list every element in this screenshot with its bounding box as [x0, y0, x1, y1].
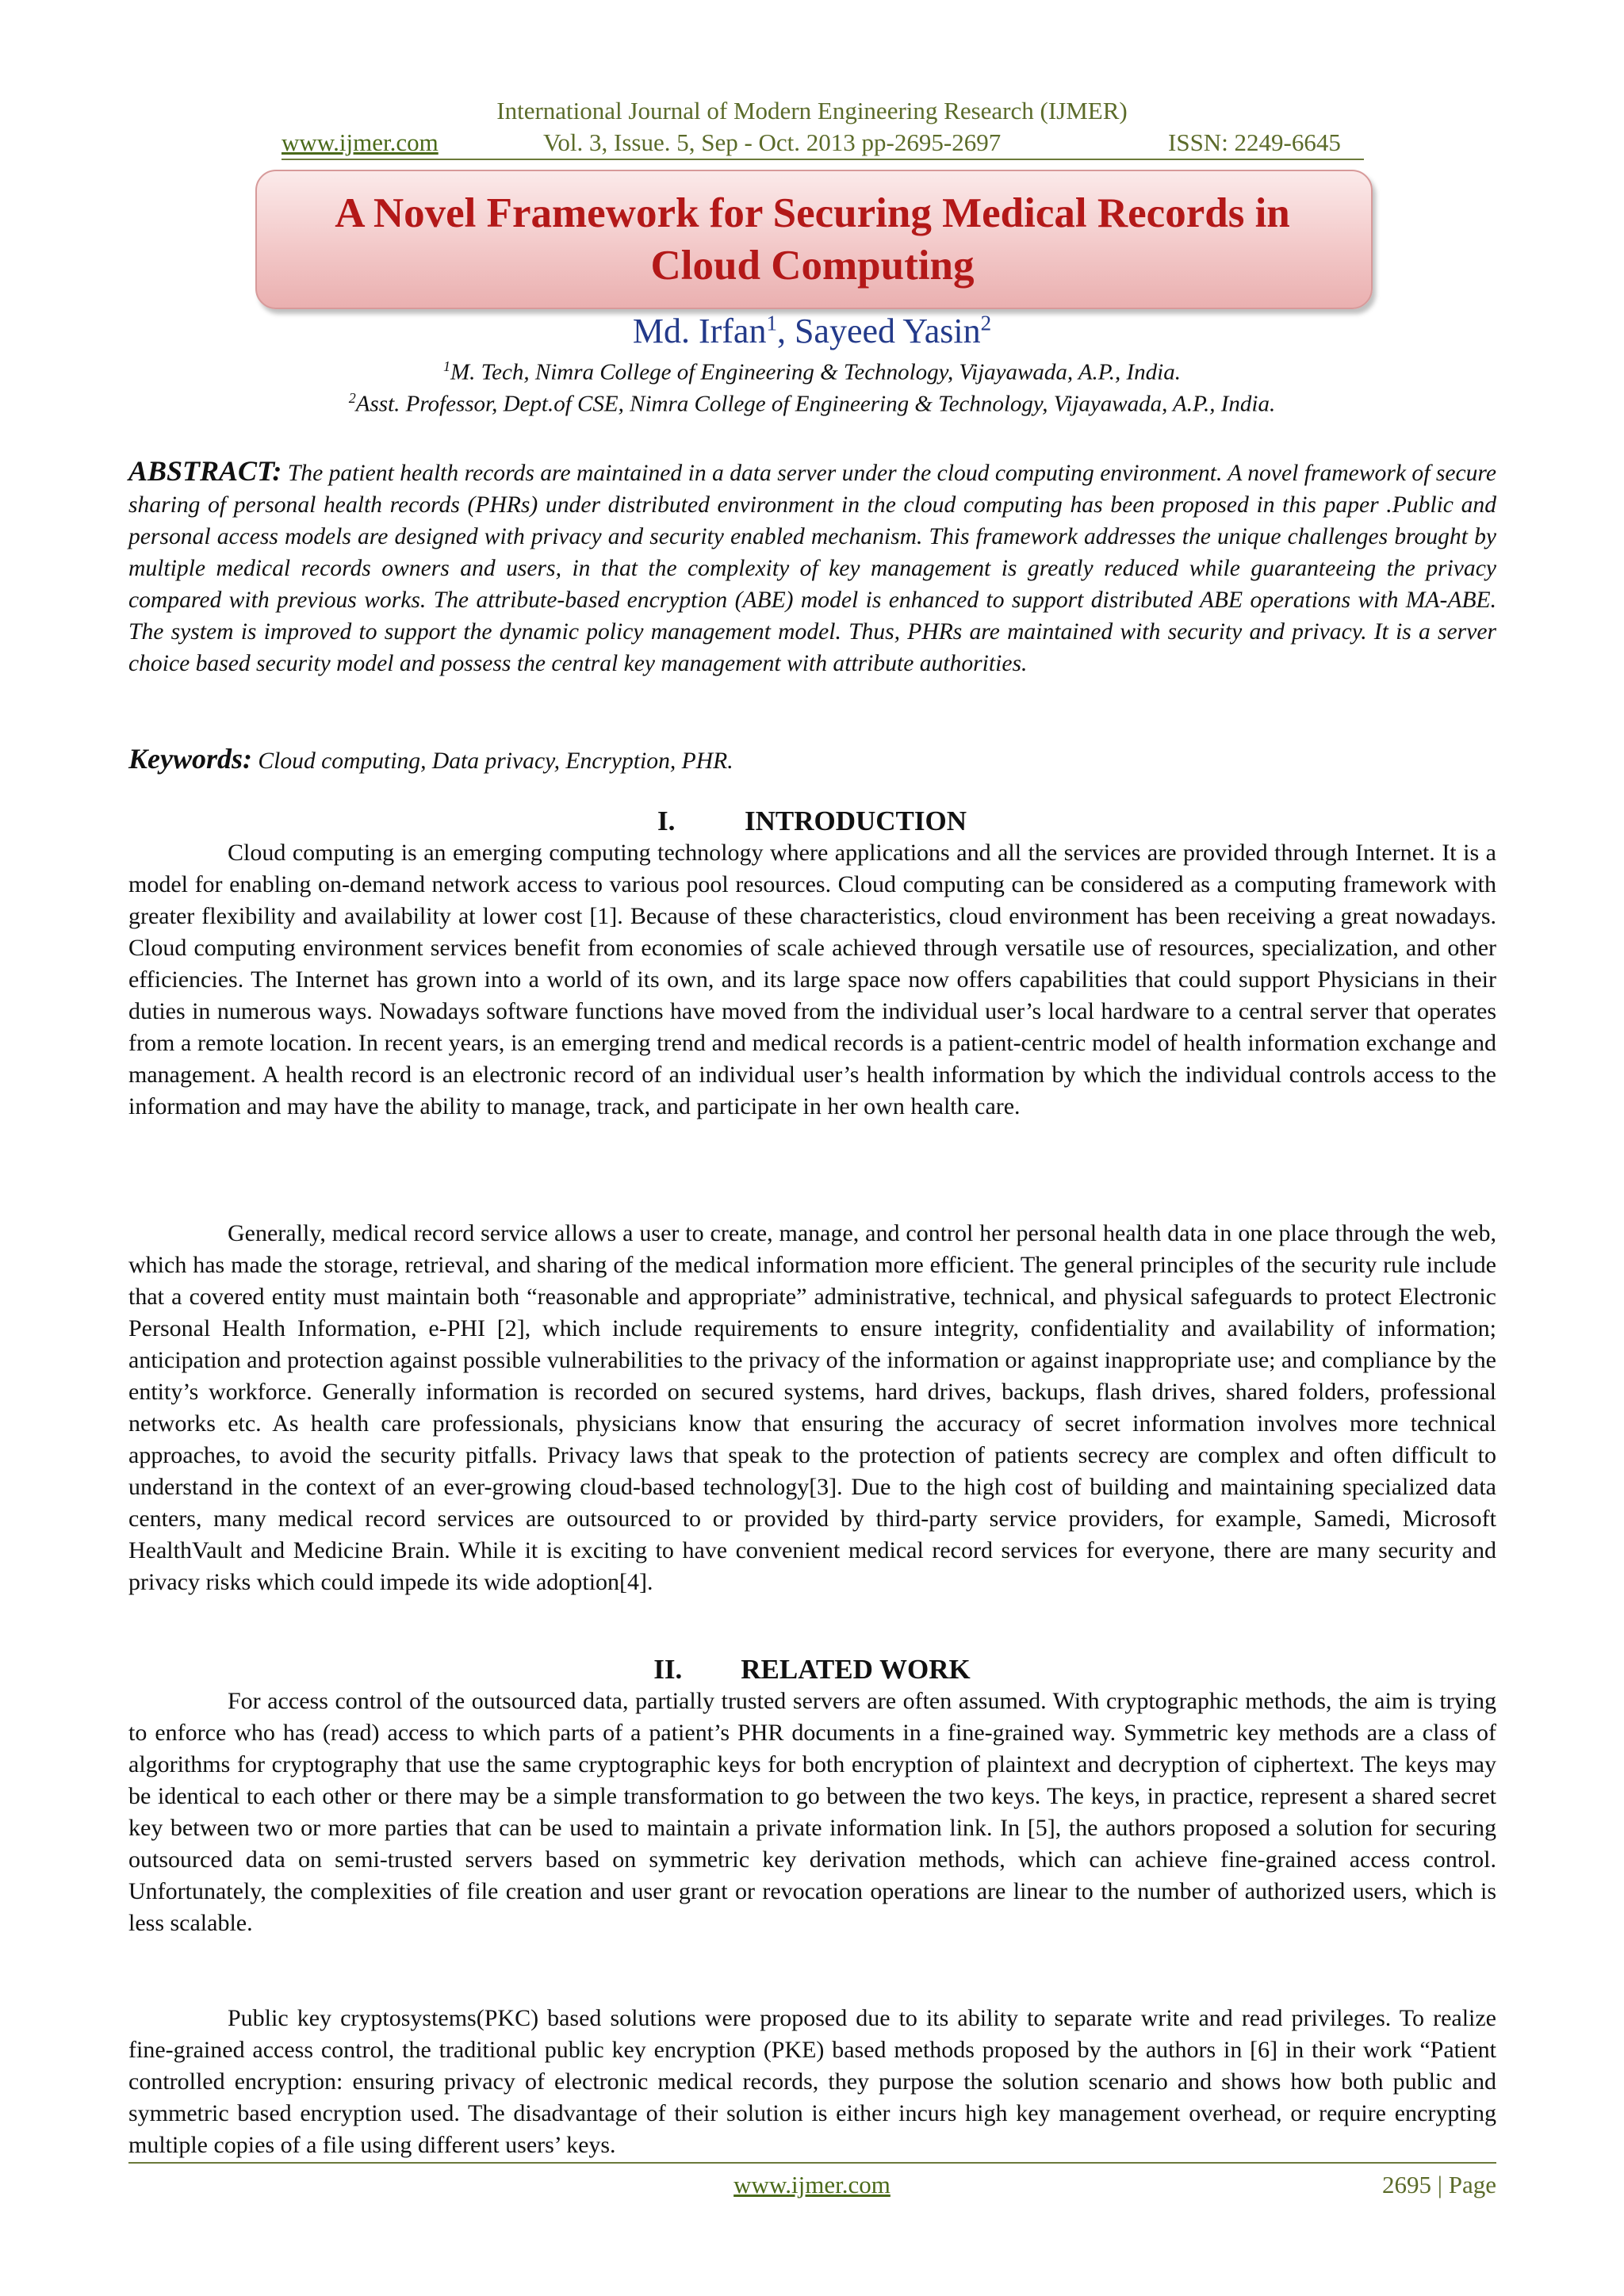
paper-title-line-2: Cloud Computing — [650, 243, 975, 289]
abstract — [128, 455, 1496, 679]
paragraph: Public key cryptosystems(PKC) based solutions were proposed due to its ability to separate write and read privileges. To realize fine-grained access control, the traditional public key encryption (PKE) based methods proposed by the authors in [6] in their work “Patient controlled encryption: ensuring privacy of electronic medical records, they purpose the solution scenario and shows how both public and symmetric based encryption used. The disadvantage of their solution is either incurs high key management overhead, or require encrypting multiple copies of a file using different users’ keys. — [128, 2005, 1496, 2158]
paragraph: For access control of the outsourced data, partially trusted servers are often assumed. With cryptographic methods, the aim is trying to enforce who has (read) access to which parts of a patient’s PHR documents in a fine-grained way. Symmetric key methods are a class of algorithms for cryptography that use the same cryptographic keys for both encryption of plaintext and decryption of ciphertext. The keys may be identical to each other or there may be a simple transformation to go between the two keys. The keys, in practice, represent a shared secret key between two or more parties that can be used to maintain a private information link. In [5], the authors proposed a solution for securing outsourced data on semi-trusted servers based on symmetric key derivation methods, which can achieve fine-grained access control. Unfortunately, the complexities of file creation and user grant or revocation operations are linear to the number of authorized users, which is less scalable. — [128, 1688, 1496, 1936]
paper-title — [255, 187, 1369, 292]
author-2-affil-mark: 2 — [980, 311, 992, 335]
abstract-label: ABSTRACT: — [128, 455, 282, 487]
author-2: Sayeed Yasin — [794, 312, 981, 350]
keywords-text: Cloud computing, Data privacy, Encryption, PHR. — [258, 748, 733, 774]
section-heading-introduction — [0, 806, 1624, 837]
section-title: RELATED WORK — [741, 1654, 971, 1685]
paragraph: Cloud computing is an emerging computing technology where applications and all the services are provided through Internet. It is a model for enabling on-demand network access to various pool resources. Cloud computing can be considered as a computing framework with greater flexibility and availability at lower cost [1]. Because of these characteristics, cloud environment has been receiving a great nowadays. Cloud computing environment services benefit from economies of scale achieved through versatile use of resources, specialization, and other efficiencies. The Internet has grown into a world of its own, and its large space now offers capabilities that could support Physicians in their duties in numerous ways. Nowadays software functions have moved from the individual user’s local hardware to a central server that operates from a remote location. In recent years, is an emerging trend and medical records is a patient-centric model of health information exchange and management. A health record is an electronic record of an individual user’s health information by which the individual controls access to the information and may have the ability to manage, track, and participate in her own health care. — [128, 840, 1496, 1119]
header-divider — [282, 159, 1364, 160]
paper-title-line-1: A Novel Framework for Securing Medical Records in — [335, 190, 1290, 236]
abstract-text: The patient health records are maintained in a data server under the cloud computing environment. A novel framework of secure sharing of personal health records (PHRs) under distributed environment in the cloud computing has been proposed in this paper .Public and personal access models are designed with privacy and security enabled mechanism. This framework addresses the unique challenges brought by multiple medical records owners and users, in that the complexity of key management is greatly reduced while guaranteeing the privacy compared with previous works. The attribute-based encryption (ABE) model is enhanced to support distributed ABE operations with MA-ABE. The system is improved to support the dynamic policy management model. Thus, PHRs are maintained with security and privacy. It is a server choice based security model and possess the central key management with attribute authorities. — [128, 461, 1496, 676]
affiliation-1-text: M. Tech, Nimra College of Engineering & Technology, Vijayawada, A.P., India. — [450, 359, 1181, 385]
journal-name: International Journal of Modern Engineering Research (IJMER) — [496, 97, 1128, 124]
section-heading-related-work — [0, 1654, 1624, 1686]
affiliation-1 — [0, 358, 1624, 386]
keywords-label: Keywords: — [128, 743, 252, 775]
footer-url-link[interactable]: www.ijmer.com — [733, 2171, 891, 2198]
author-separator: , — [776, 312, 795, 350]
footer-divider — [128, 2162, 1496, 2164]
section-number: II. — [653, 1654, 683, 1685]
affiliation-1-mark: 1 — [443, 358, 450, 374]
section-title: INTRODUCTION — [744, 806, 967, 836]
journal-issn: ISSN: 2249-6645 — [1168, 128, 1341, 156]
affiliation-2 — [0, 390, 1624, 418]
section-number: I. — [657, 806, 676, 836]
paragraph: Generally, medical record service allows a user to create, manage, and control her personal health data in one place through the web, which has made the storage, retrieval, and sharing of the medical information more efficient. The general principles of the security rule include that a covered entity must maintain both “reasonable and appropriate” administrative, technical, and physical safeguards to protect Electronic Personal Health Information, e-PHI [2], which include requirements to ensure integrity, confidentiality and availability of information; anticipation and protection against possible vulnerabilities to the privacy of the information or against inappropriate use; and compliance by the entity’s workforce. Generally information is recorded on secured systems, hard drives, backups, flash drives, shared folders, professional networks etc. As health care professionals, physicians know that ensuring the accuracy of secret information involves more technical approaches, to avoid the security pitfalls. Privacy laws that speak to the protection of patients secrecy are complex and often difficult to understand in the context of an ever-growing cloud-based technology[3]. Due to the high cost of building and maintaining specialized data centers, many medical record services are outsourced to or provided by third-party service providers, for example, Samedi, Microsoft HealthVault and Medicine Brain. While it is exciting to have convenient medical record services for everyone, there are many security and privacy risks which could impede its wide adoption[4]. — [128, 1220, 1496, 1595]
author-1-affil-mark: 1 — [766, 311, 777, 335]
authors — [0, 311, 1624, 351]
affiliation-2-mark: 2 — [348, 390, 356, 406]
affiliation-2-text: Asst. Professor, Dept.of CSE, Nimra College of Engineering & Technology, Vijayawada, A.P., India. — [355, 391, 1276, 417]
author-1: Md. Irfan — [632, 312, 767, 350]
journal-url-link[interactable]: www.ijmer.com — [282, 128, 439, 156]
footer-page-number: 2695 | Page — [1382, 2171, 1496, 2198]
keywords — [128, 742, 1496, 775]
journal-volume: Vol. 3, Issue. 5, Sep - Oct. 2013 pp-2695-2697 — [543, 128, 1002, 156]
